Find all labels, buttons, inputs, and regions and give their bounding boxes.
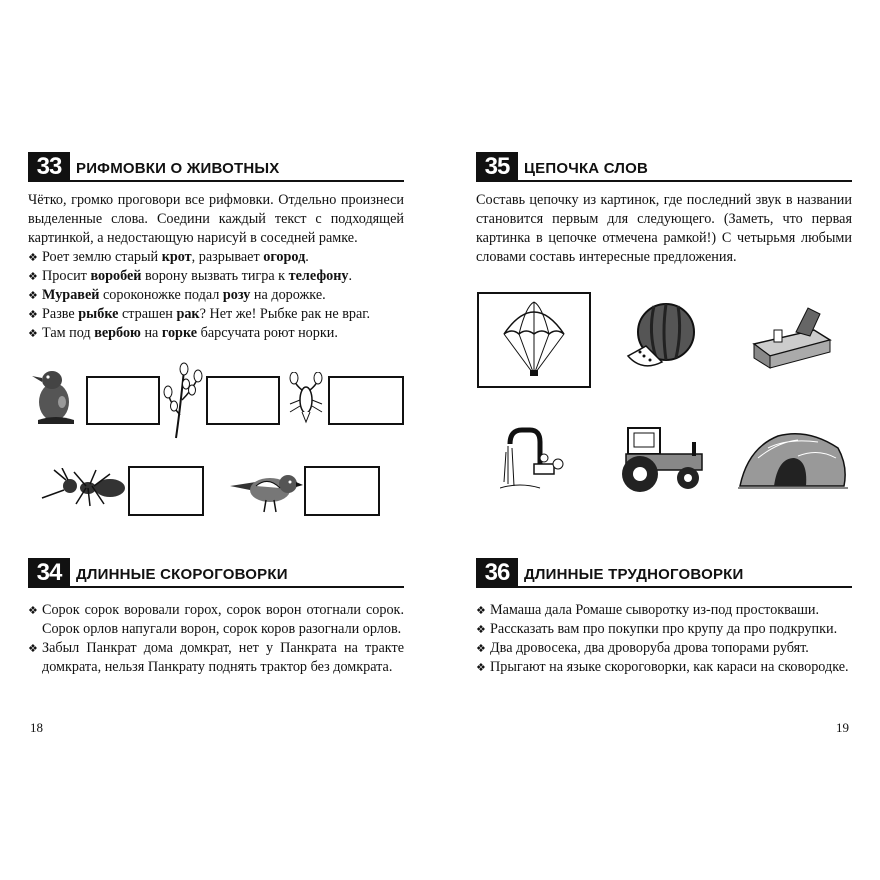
watermelon-icon <box>626 296 700 372</box>
drawing-frame[interactable] <box>86 376 160 425</box>
water-tap-icon <box>500 424 566 494</box>
list-item: ❖ Рассказать вам про покупки про крупу да про подкрупки. <box>476 620 852 639</box>
tongue-twister-list <box>476 601 852 677</box>
section-34-body <box>28 601 404 677</box>
drawing-frame[interactable] <box>304 466 380 516</box>
rhyme-item: ❖ Просит воробей ворону вызвать тигра к телефону. <box>28 267 404 286</box>
list-item: ❖ Прыгают на языке скороговорки, как караси на сковородке. <box>476 658 852 677</box>
drawing-frame[interactable] <box>328 376 404 425</box>
section-number: 34 <box>28 558 70 586</box>
section-33 <box>28 152 404 343</box>
rhyme-list <box>28 248 404 343</box>
drawing-frame[interactable] <box>128 466 204 516</box>
rhyme-item: ❖ Муравей сороконожке подал розу на дорожке. <box>28 286 404 305</box>
section-36-header <box>476 558 852 588</box>
instruction-text: Чётко, громко проговори все рифмовки. Отдельно произнеси выделенные слова. Соедини каждый текст с подходящей картинкой, а недостающую нарисуй в соседней рамке. <box>28 192 404 246</box>
rhyme-item: ❖ Разве рыбке страшен рак? Нет же! Рыбке рак не враг. <box>28 305 404 324</box>
section-36-body <box>476 601 852 677</box>
section-title: ДЛИННЫЕ ТРУДНОГОВОРКИ <box>524 566 744 583</box>
instruction-text: Составь цепочку из картинок, где последний звук в названии становится первым для следующего. (Заметь, что первая картинка в цепочке отмечена рамкой!) С четырьмя любыми словами составь интересные предложения. <box>476 192 852 265</box>
section-title: ДЛИННЫЕ СКОРОГОВОРКИ <box>76 566 288 583</box>
page-number: 18 <box>30 720 43 735</box>
section-34-header <box>28 558 404 588</box>
section-35-header <box>476 152 852 182</box>
section-34 <box>28 558 404 677</box>
right-page <box>440 0 880 880</box>
sparrow-icon <box>226 468 304 514</box>
drawing-frame[interactable] <box>206 376 280 425</box>
rhyme-item: ❖ Роет землю старый крот, разрывает огород. <box>28 248 404 267</box>
burrow-icon <box>738 428 848 492</box>
page-number: 19 <box>836 720 849 735</box>
tractor-icon <box>616 424 708 494</box>
list-item: ❖ Забыл Панкрат дома домкрат, нет у Панкрата на тракте домкрата, нельзя Панкрату поднять трактор без домкрата. <box>28 639 404 677</box>
section-35-instructions <box>476 191 852 267</box>
section-title: ЦЕПОЧКА СЛОВ <box>524 160 648 177</box>
section-title: РИФМОВКИ О ЖИВОТНЫХ <box>76 160 280 177</box>
section-33-instructions <box>28 191 404 343</box>
plane-tool-icon <box>750 300 834 370</box>
willow-branch-icon <box>162 360 206 440</box>
section-number: 33 <box>28 152 70 180</box>
ant-icon <box>40 468 126 508</box>
crayfish-icon <box>286 372 326 424</box>
section-36 <box>476 558 852 677</box>
list-item: ❖ Сорок сорок воровали горох, сорок ворон отогнали сорок. Сорок орлов напугали ворон, сорок коров разогнали орлов. <box>28 601 404 639</box>
section-33-header <box>28 152 404 182</box>
parachute-icon <box>498 300 570 378</box>
section-number: 36 <box>476 558 518 586</box>
section-number: 35 <box>476 152 518 180</box>
tongue-twister-list <box>28 601 404 677</box>
list-item: ❖ Мамаша дала Ромаше сыворотку из-под простокваши. <box>476 601 852 620</box>
section-35 <box>476 152 852 267</box>
mole-icon <box>28 362 84 426</box>
rhyme-item: ❖ Там под вербою на горке барсучата роют норки. <box>28 324 404 343</box>
list-item: ❖ Два дровосека, два дроворуба дрова топорами рубят. <box>476 639 852 658</box>
